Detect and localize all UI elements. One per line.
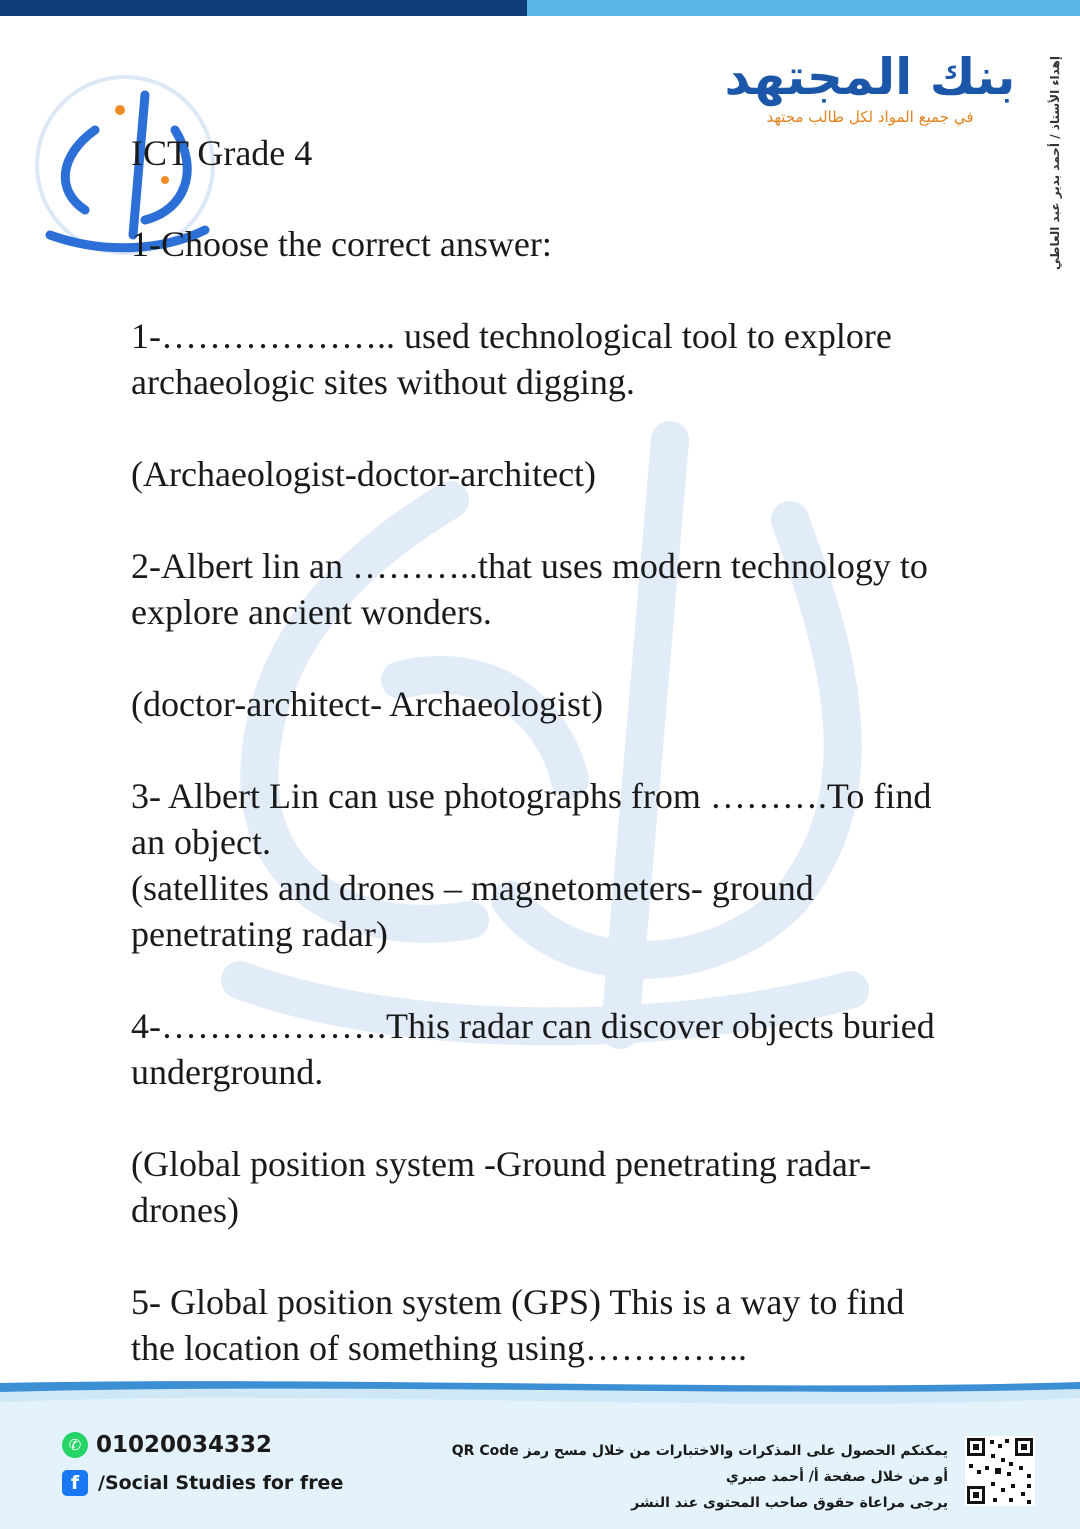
footer-notice-line: يرجى مراعاة حقوق صاحب المحتوى عند النشر xyxy=(631,1495,948,1511)
top-bar-light xyxy=(527,0,1080,16)
social-page[interactable] xyxy=(62,1470,343,1496)
phone-text: 01020034332 xyxy=(96,1432,273,1458)
brand-title: بنك المجتهد xyxy=(724,48,1016,106)
brand-header xyxy=(720,48,1020,126)
facebook-icon: f xyxy=(62,1470,88,1496)
question-options: (doctor-architect- Archaeologist) xyxy=(131,684,604,724)
question-text: 1-……………….. used technological tool to explore archaeologic sites without digging. xyxy=(131,316,892,402)
question-text: 5- Global position system (GPS) This is a way to find the location of something using………….. xyxy=(131,1282,905,1368)
footer-notice xyxy=(428,1438,948,1516)
side-credit xyxy=(1036,20,1074,305)
question-text: 3- Albert Lin can use photographs from ……….To find an object. xyxy=(131,776,932,862)
question-options: (satellites and drones – magnetometers- ground penetrating radar) xyxy=(131,868,814,954)
qr-code-icon[interactable] xyxy=(965,1436,1035,1506)
phone-number[interactable] xyxy=(62,1432,272,1458)
footer-notice-line: أو من خلال صفحة أ/ أحمد صبري xyxy=(725,1469,948,1485)
side-credit-text: إهداء الأستاذ / أحمد بدير عبد العاطي xyxy=(1048,55,1062,270)
footer-notice-line: يمكنكم الحصول على المذكرات والاختبارات من خلال مسح رمز QR Code xyxy=(451,1443,948,1459)
brand-subtitle: في جميع المواد لكل طالب مجتهد xyxy=(766,108,974,126)
whatsapp-icon: ✆ xyxy=(62,1432,88,1458)
top-bar-dark xyxy=(0,0,527,16)
question-options: (Global position system -Ground penetrating radar- drones) xyxy=(131,1144,872,1230)
question-options: (Archaeologist-doctor-architect) xyxy=(131,454,597,494)
social-text: /Social Studies for free xyxy=(98,1472,344,1494)
question-text: 4-……………….This radar can discover objects buried underground. xyxy=(131,1006,935,1092)
instruction: 1-Choose the correct answer: xyxy=(131,224,552,264)
worksheet-title: ICT Grade 4 xyxy=(131,133,313,173)
question-text: 2-Albert lin an ………..that uses modern technology to explore ancient wonders. xyxy=(131,546,928,632)
worksheet-content xyxy=(131,130,951,1371)
